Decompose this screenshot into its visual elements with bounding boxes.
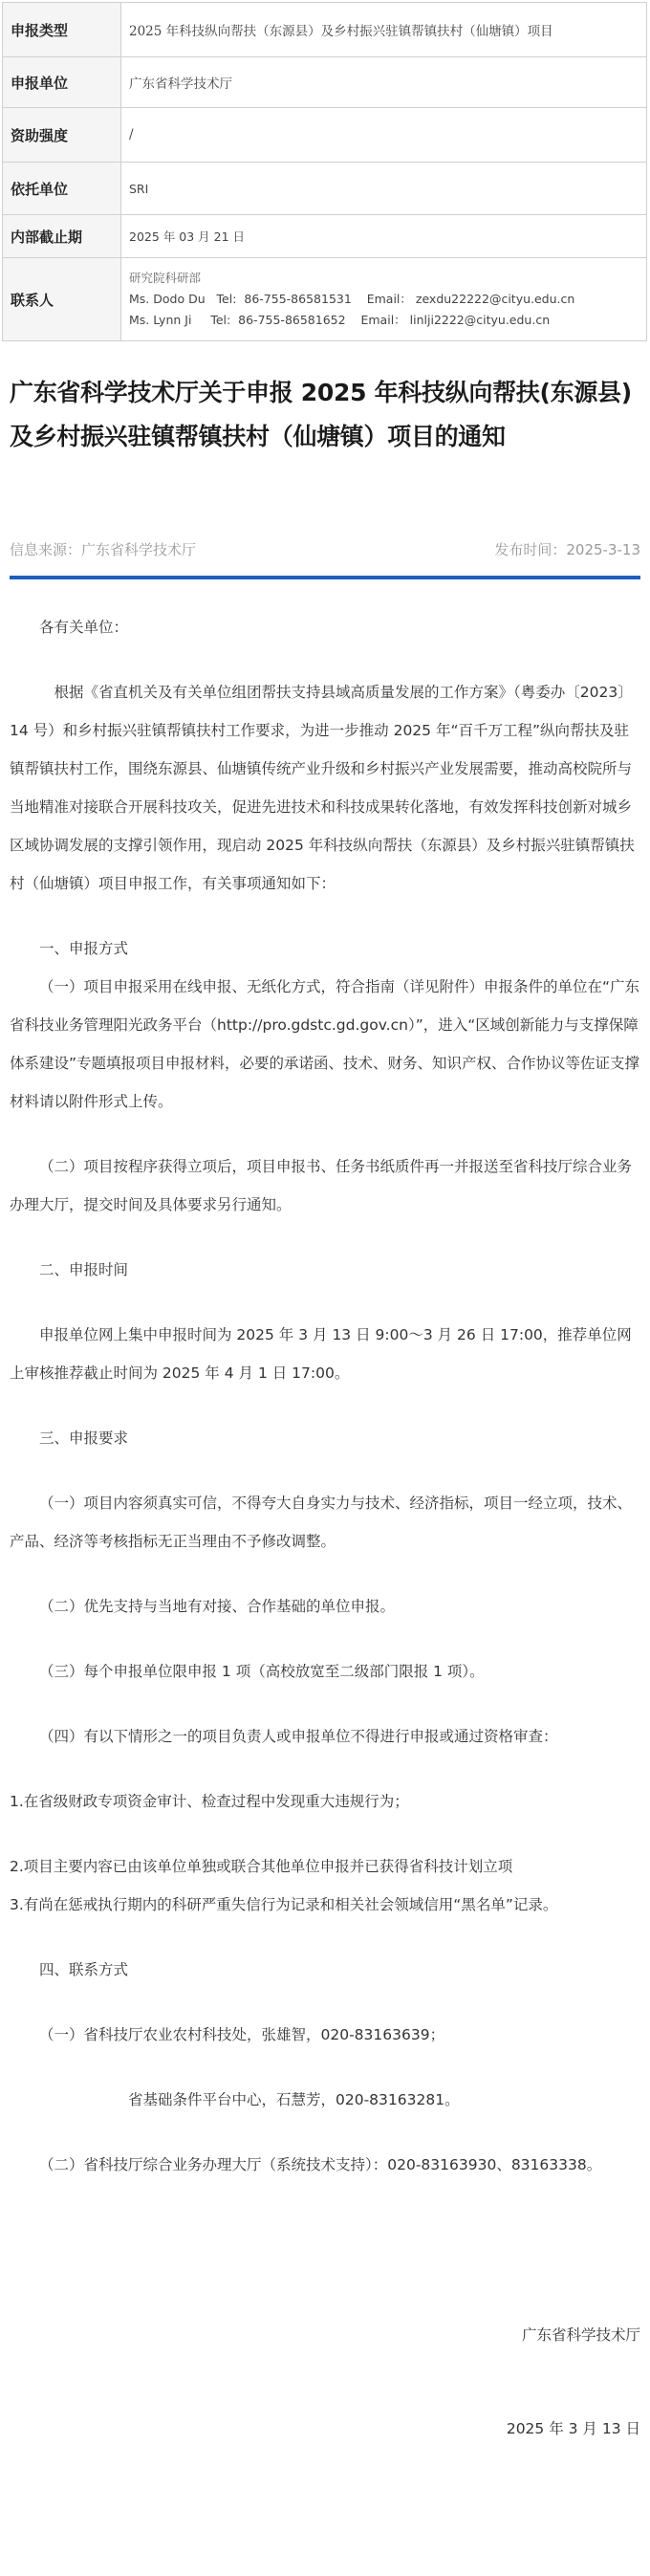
section-heading: 一、申报方式	[39, 940, 129, 957]
contact-person	[129, 310, 639, 331]
spacer	[10, 2211, 640, 2316]
intro-paragraph: 根据《省直机关及有关单位组团帮扶支持县域高质量发展的工作方案》（粤委办〔2023〕14 号）和乡村振兴驻镇帮镇扶村工作要求，为进一步推动 2025 年“百千万工程”纵向帮扶及驻镇帮镇扶村工作，围绕东源县、仙塘镇传统产业升级和乡村振兴产业发展需要，推动高校院所与当地精准对接联合开展科技攻关，促进先进技术和科技成果转化落地，有效发挥科技创新对城乡区域协调发展的支撑引领作用，现启动 2025 年科技纵向帮扶（东源县）及乡村振兴驻镇帮镇扶村（仙塘镇）项目申报工作，有关事项通知如下：	[10, 684, 635, 892]
row-label: 申报单位	[3, 57, 121, 108]
list-item: 3.有尚在惩戒执行期内的科研严重失信行为记录和相关社会领域信用“黑名单”记录。	[10, 1896, 558, 1913]
contact-block	[129, 268, 639, 331]
title-divider	[10, 576, 640, 579]
row-label: 依托单位	[3, 163, 121, 215]
row-label: 资助强度	[3, 108, 121, 163]
paragraph: 省基础条件平台中心，石慧芳，020-83163281。	[128, 2091, 460, 2108]
contact-tel: 86-755-86581652	[238, 313, 346, 327]
row-value: 2025 年科技纵向帮扶（东源县）及乡村振兴驻镇帮镇扶村（仙塘镇）项目	[121, 3, 647, 57]
contact-tel: 86-755-86581531	[244, 292, 352, 306]
contact-dept: 研究院科研部	[129, 271, 202, 285]
row-label: 申报类型	[3, 3, 121, 57]
article-date: 发布时间：2025-3-13	[494, 541, 640, 558]
paragraph: （二）优先支持与当地有对接、合作基础的单位申报。	[39, 1598, 396, 1615]
contact-email-label: Email：	[366, 292, 412, 306]
contact-name: Ms. Dodo Du	[129, 292, 206, 306]
spacer	[10, 2381, 640, 2410]
paragraph: （一）项目内容须真实可信，不得夸大自身实力与技术、经济指标，项目一经立项，技术、产品、经济等考核指标无正当理由不予修改调整。	[10, 1495, 633, 1550]
contact-name: Ms. Lynn Ji	[129, 313, 192, 327]
contact-value	[121, 258, 647, 341]
section-heading: 二、申报时间	[39, 1261, 129, 1278]
paragraph: （一）项目申报采用在线申报、无纸化方式，符合指南（详见附件）申报条件的单位在“广东省科技业务管理阳光政务平台（http://pro.gdstc.gd.gov.cn）”，进入“区域创新能力与支撑保障体系建设”专题填报项目申报材料，必要的承诺函、技术、财务、知识产权、合作协议等佐证支撑材料请以附件形式上传。	[10, 978, 640, 1110]
table-row	[3, 3, 647, 57]
article-source: 信息来源：广东省科学技术厅	[10, 541, 197, 558]
row-label: 内部截止期	[3, 215, 121, 258]
contact-email-link[interactable]: linlji2222@cityu.edu.cn	[409, 313, 551, 327]
contact-tel-label: Tel:	[210, 313, 231, 327]
contact-tel-label: Tel:	[216, 292, 237, 306]
paragraph: （三）每个申报单位限申报 1 项（高校放宽至二级部门限报 1 项）。	[39, 1663, 485, 1680]
salutation: 各有关单位：	[39, 619, 129, 636]
paragraph: （二）项目按程序获得立项后，项目申报书、任务书纸质件再一并报送至省科技厅综合业务办理大厅，提交时间及具体要求另行通知。	[10, 1158, 633, 1213]
signature-date: 2025 年 3 月 13 日	[506, 2420, 640, 2437]
contact-person	[129, 289, 639, 310]
row-value: 广东省科学技术厅	[121, 57, 647, 108]
paragraph: 申报单位网上集中申报时间为 2025 年 3 月 13 日 9:00～3 月 26 日 17:00，推荐单位网上审核推荐截止时间为 2025 年 4 月 1 日 17:00。	[10, 1326, 632, 1382]
contact-email-label: Email：	[360, 313, 406, 327]
contact-label: 联系人	[3, 258, 121, 341]
row-value: SRI	[121, 163, 647, 215]
row-value: 2025 年 03 月 21 日	[121, 215, 647, 258]
paragraph: （四）有以下情形之一的项目负责人或申报单位不得进行申报或通过资格审查：	[39, 1728, 558, 1745]
signature: 广东省科学技术厅	[521, 2326, 640, 2344]
table-row	[3, 57, 647, 108]
paragraph: （二）省科技厅综合业务办理大厅（系统技术支持）：020-83163930、83163338。	[39, 2156, 602, 2173]
section-heading: 三、申报要求	[39, 1430, 129, 1447]
paragraph: （一）省科技厅农业农村科技处，张雄智，020-83163639；	[39, 2026, 445, 2043]
contact-email-link[interactable]: zexdu22222@cityu.edu.cn	[415, 292, 575, 306]
section-heading: 四、联系方式	[39, 1961, 129, 1978]
table-row	[3, 108, 647, 163]
table-row	[3, 215, 647, 258]
row-value: /	[121, 108, 647, 163]
article-title: 广东省科学技术厅关于申报 2025 年科技纵向帮扶(东源县)及乡村振兴驻镇帮镇扶村（仙塘镇）项目的通知	[10, 379, 632, 450]
article-body	[10, 608, 640, 2475]
list-item: 2.项目主要内容已由该单位单独或联合其他单位申报并已获得省科技计划立项	[10, 1858, 513, 1875]
table-row-contact	[3, 258, 647, 341]
table-row	[3, 163, 647, 215]
list-item: 1.在省级财政专项资金审计、检查过程中发现重大违规行为；	[10, 1793, 409, 1810]
info-table	[2, 2, 647, 341]
article-meta	[10, 539, 640, 559]
